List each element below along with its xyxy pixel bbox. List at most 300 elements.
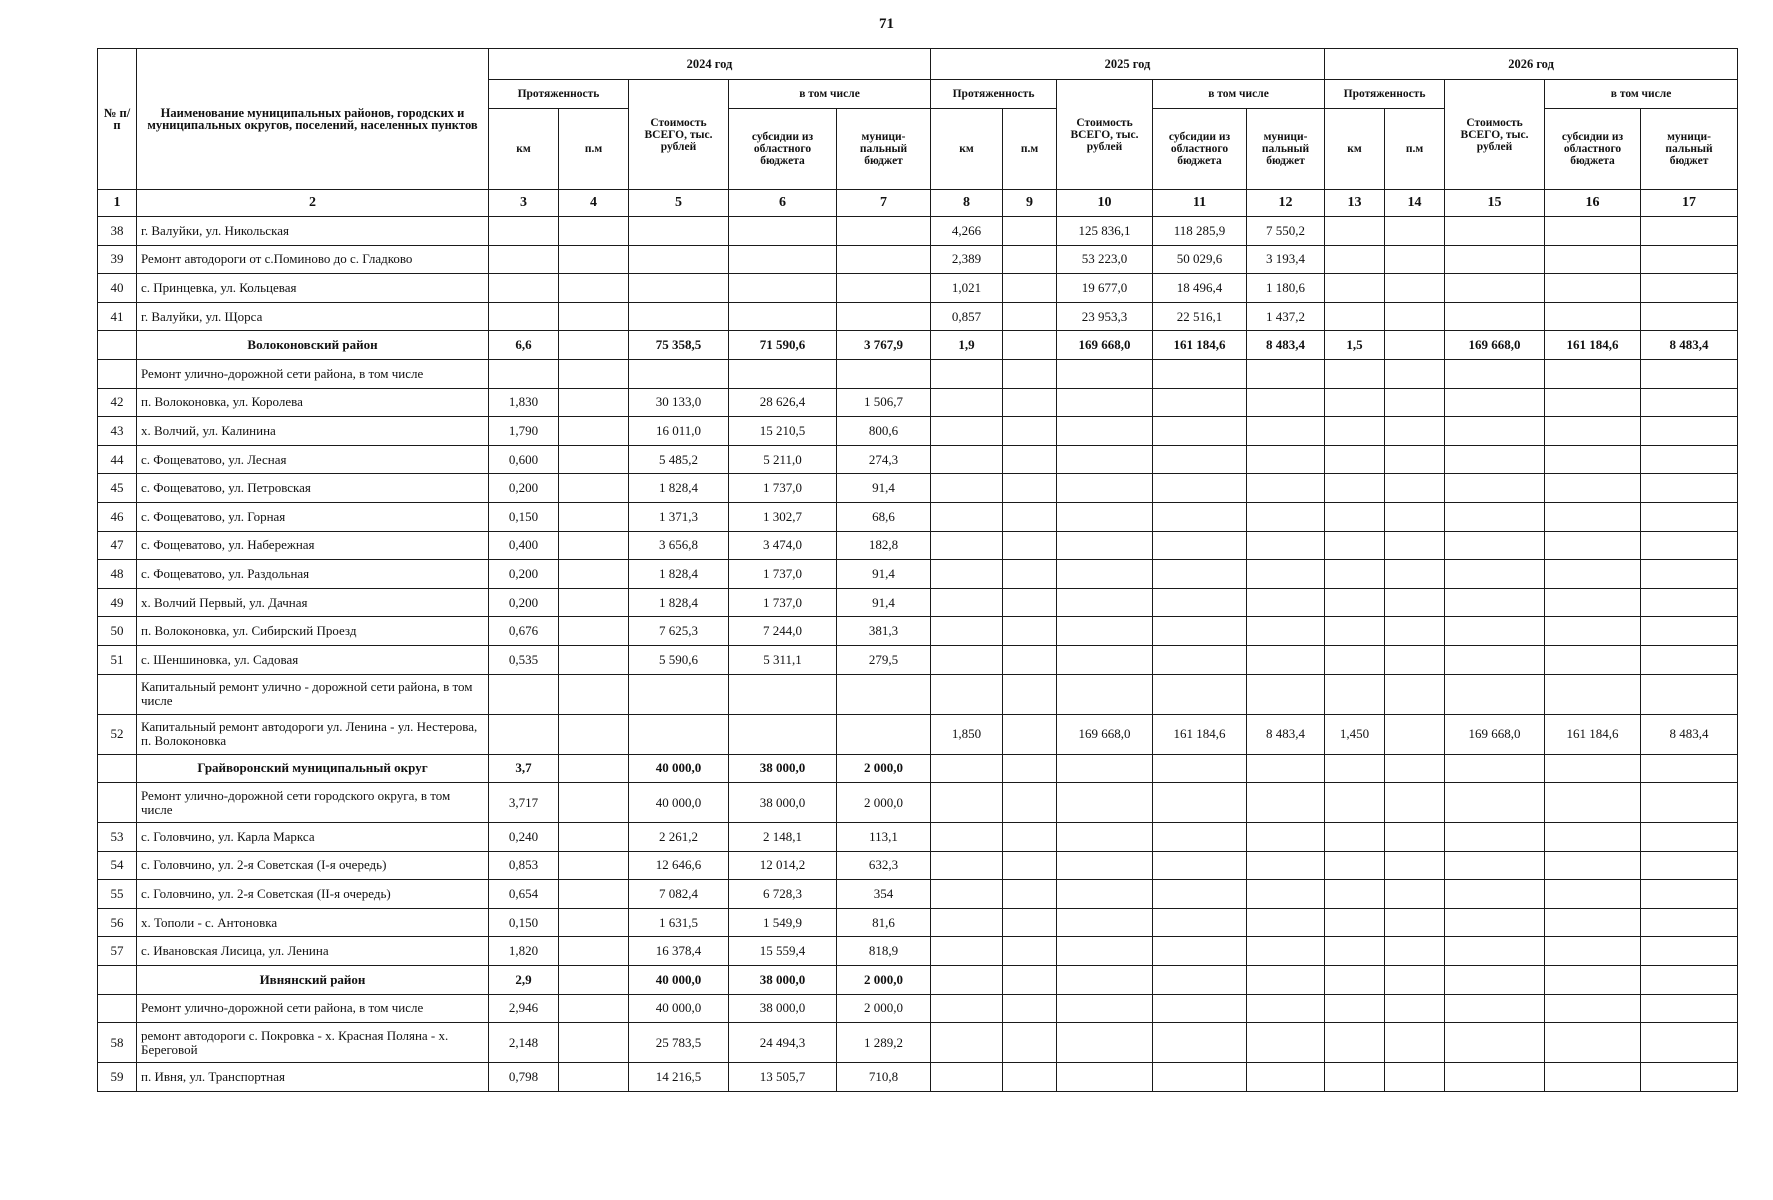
object-name: с. Головчино, ул. Карла Маркса [137, 823, 489, 852]
table-row [98, 617, 1738, 646]
value-cell: 2 000,0 [837, 754, 931, 783]
value-cell [729, 359, 837, 388]
row-number: 58 [98, 1023, 137, 1063]
row-number: 44 [98, 445, 137, 474]
value-cell: 8 483,4 [1641, 714, 1738, 754]
value-cell [559, 560, 629, 589]
value-cell [1153, 502, 1247, 531]
value-cell [931, 674, 1003, 714]
km-header: км [1325, 109, 1385, 190]
value-cell [1385, 966, 1445, 995]
value-cell [931, 445, 1003, 474]
table-row [98, 531, 1738, 560]
value-cell [1445, 937, 1545, 966]
value-cell [1641, 966, 1738, 995]
table-row-district-total [98, 754, 1738, 783]
value-cell [1247, 674, 1325, 714]
value-cell: 7 244,0 [729, 617, 837, 646]
value-cell [1445, 445, 1545, 474]
value-cell [489, 217, 559, 246]
value-cell [1003, 502, 1057, 531]
value-cell: 14 216,5 [629, 1063, 729, 1092]
value-cell [1545, 994, 1641, 1023]
value-cell [1153, 851, 1247, 880]
table-row [98, 560, 1738, 589]
value-cell: 1 737,0 [729, 560, 837, 589]
value-cell [1641, 560, 1738, 589]
value-cell: 0,240 [489, 823, 559, 852]
value-cell [1641, 851, 1738, 880]
value-cell [1325, 783, 1385, 823]
value-cell [1003, 588, 1057, 617]
value-cell: 38 000,0 [729, 754, 837, 783]
column-number: 15 [1445, 190, 1545, 217]
object-name: г. Валуйки, ул. Никольская [137, 217, 489, 246]
value-cell [559, 908, 629, 937]
value-cell [1445, 1023, 1545, 1063]
value-cell [559, 823, 629, 852]
value-cell [1325, 445, 1385, 474]
value-cell [1325, 245, 1385, 274]
value-cell [931, 908, 1003, 937]
value-cell [559, 937, 629, 966]
table-row-district-total [98, 966, 1738, 995]
value-cell [1057, 674, 1153, 714]
value-cell: 1 828,4 [629, 474, 729, 503]
object-name: Капитальный ремонт автодороги ул. Ленина - ул. Нестерова, п. Волоконовка [137, 714, 489, 754]
row-number: 42 [98, 388, 137, 417]
value-cell [1057, 645, 1153, 674]
value-cell [1445, 302, 1545, 331]
value-cell [1003, 645, 1057, 674]
cost-header: Стоимость ВСЕГО, тыс. рублей [629, 80, 729, 190]
row-number: 51 [98, 645, 137, 674]
value-cell [559, 388, 629, 417]
value-cell: 0,150 [489, 502, 559, 531]
value-cell [1057, 417, 1153, 446]
value-cell [559, 445, 629, 474]
value-cell [1545, 645, 1641, 674]
value-cell [1385, 1023, 1445, 1063]
value-cell: 0,654 [489, 880, 559, 909]
column-number: 8 [931, 190, 1003, 217]
column-numbers-row [98, 190, 1738, 217]
value-cell [931, 880, 1003, 909]
value-cell [1445, 908, 1545, 937]
value-cell: 1 302,7 [729, 502, 837, 531]
value-cell [1153, 474, 1247, 503]
row-number: 38 [98, 217, 137, 246]
value-cell [1003, 359, 1057, 388]
value-cell [1641, 474, 1738, 503]
value-cell [1385, 617, 1445, 646]
value-cell [1545, 502, 1641, 531]
table-row [98, 783, 1738, 823]
value-cell: 1,850 [931, 714, 1003, 754]
table-row [98, 1023, 1738, 1063]
value-cell [1003, 823, 1057, 852]
value-cell [1247, 783, 1325, 823]
value-cell [1545, 245, 1641, 274]
value-cell [1641, 783, 1738, 823]
year-header-2025: 2025 год [931, 49, 1325, 80]
value-cell [1545, 617, 1641, 646]
value-cell [1445, 502, 1545, 531]
value-cell [1247, 474, 1325, 503]
value-cell: 3 767,9 [837, 331, 931, 360]
row-number: 46 [98, 502, 137, 531]
value-cell [1247, 502, 1325, 531]
value-cell [1247, 359, 1325, 388]
row-number: 56 [98, 908, 137, 937]
value-cell [629, 274, 729, 303]
row-number: 54 [98, 851, 137, 880]
cost-header: Стоимость ВСЕГО, тыс. рублей [1445, 80, 1545, 190]
value-cell [559, 417, 629, 446]
value-cell [559, 1023, 629, 1063]
value-cell: 182,8 [837, 531, 931, 560]
value-cell [1385, 417, 1445, 446]
value-cell: 6 728,3 [729, 880, 837, 909]
value-cell [1545, 754, 1641, 783]
value-cell: 91,4 [837, 588, 931, 617]
value-cell [1545, 560, 1641, 589]
value-cell: 6,6 [489, 331, 559, 360]
value-cell [931, 588, 1003, 617]
value-cell [1641, 823, 1738, 852]
table-row [98, 302, 1738, 331]
value-cell: 1 289,2 [837, 1023, 931, 1063]
value-cell [1325, 502, 1385, 531]
value-cell [1247, 754, 1325, 783]
value-cell [1385, 474, 1445, 503]
value-cell [1325, 754, 1385, 783]
value-cell [1153, 754, 1247, 783]
value-cell [1445, 851, 1545, 880]
table-row [98, 674, 1738, 714]
value-cell [1445, 674, 1545, 714]
value-cell [629, 245, 729, 274]
column-number: 1 [98, 190, 137, 217]
value-cell [1153, 994, 1247, 1023]
value-cell [1247, 823, 1325, 852]
value-cell [931, 531, 1003, 560]
row-number [98, 331, 137, 360]
value-cell: 50 029,6 [1153, 245, 1247, 274]
value-cell: 40 000,0 [629, 994, 729, 1023]
value-cell [1641, 645, 1738, 674]
object-name: п. Ивня, ул. Транспортная [137, 1063, 489, 1092]
value-cell: 28 626,4 [729, 388, 837, 417]
row-number: 55 [98, 880, 137, 909]
value-cell [1545, 937, 1641, 966]
value-cell [1325, 1023, 1385, 1063]
value-cell [1247, 937, 1325, 966]
value-cell [1003, 1023, 1057, 1063]
value-cell [1445, 1063, 1545, 1092]
table-row [98, 823, 1738, 852]
value-cell [729, 302, 837, 331]
column-number: 2 [137, 190, 489, 217]
value-cell [1153, 531, 1247, 560]
value-cell: 2 000,0 [837, 783, 931, 823]
km-header: км [931, 109, 1003, 190]
value-cell [1247, 880, 1325, 909]
table-row [98, 217, 1738, 246]
row-number: 52 [98, 714, 137, 754]
object-name: с. Фощеватово, ул. Раздольная [137, 560, 489, 589]
value-cell: 1 737,0 [729, 474, 837, 503]
column-number: 6 [729, 190, 837, 217]
value-cell: 1 828,4 [629, 560, 729, 589]
value-cell [931, 1023, 1003, 1063]
value-cell: 40 000,0 [629, 966, 729, 995]
value-cell [1003, 274, 1057, 303]
length-header: Протяженность [931, 80, 1057, 109]
value-cell: 1 180,6 [1247, 274, 1325, 303]
value-cell [1445, 359, 1545, 388]
value-cell [1003, 966, 1057, 995]
value-cell [931, 851, 1003, 880]
value-cell [931, 474, 1003, 503]
value-cell: 7 625,3 [629, 617, 729, 646]
value-cell [1385, 445, 1445, 474]
value-cell [1003, 302, 1057, 331]
value-cell: 169 668,0 [1445, 714, 1545, 754]
value-cell [1003, 994, 1057, 1023]
value-cell [837, 217, 931, 246]
value-cell [1385, 217, 1445, 246]
value-cell: 2 000,0 [837, 994, 931, 1023]
value-cell [559, 994, 629, 1023]
value-cell [1057, 1023, 1153, 1063]
value-cell [1057, 823, 1153, 852]
value-cell [1247, 560, 1325, 589]
value-cell [489, 274, 559, 303]
value-cell [1247, 908, 1325, 937]
value-cell: 1 828,4 [629, 588, 729, 617]
value-cell: 118 285,9 [1153, 217, 1247, 246]
value-cell [489, 714, 559, 754]
value-cell [1325, 880, 1385, 909]
value-cell [1385, 754, 1445, 783]
value-cell [1153, 560, 1247, 589]
row-number: 50 [98, 617, 137, 646]
value-cell [1325, 417, 1385, 446]
row-number: 40 [98, 274, 137, 303]
row-number: 48 [98, 560, 137, 589]
object-name: с. Головчино, ул. 2-я Советская (II-я очередь) [137, 880, 489, 909]
value-cell: 5 485,2 [629, 445, 729, 474]
value-cell [559, 714, 629, 754]
value-cell: 8 483,4 [1247, 331, 1325, 360]
value-cell: 2,946 [489, 994, 559, 1023]
value-cell [1247, 617, 1325, 646]
value-cell: 1 371,3 [629, 502, 729, 531]
value-cell: 161 184,6 [1545, 714, 1641, 754]
value-cell [1445, 245, 1545, 274]
value-cell [1325, 588, 1385, 617]
value-cell [1445, 588, 1545, 617]
year-header-2024: 2024 год [489, 49, 931, 80]
value-cell: 25 783,5 [629, 1023, 729, 1063]
value-cell [1545, 388, 1641, 417]
value-cell [559, 645, 629, 674]
value-cell [1445, 560, 1545, 589]
object-name: п. Волоконовка, ул. Сибирский Проезд [137, 617, 489, 646]
value-cell: 8 483,4 [1247, 714, 1325, 754]
value-cell: 161 184,6 [1153, 714, 1247, 754]
value-cell [1153, 880, 1247, 909]
column-number: 9 [1003, 190, 1057, 217]
object-name: Капитальный ремонт улично - дорожной сети района, в том числе [137, 674, 489, 714]
value-cell: 274,3 [837, 445, 931, 474]
value-cell: 710,8 [837, 1063, 931, 1092]
value-cell [1445, 880, 1545, 909]
value-cell [489, 245, 559, 274]
value-cell [1153, 966, 1247, 995]
value-cell: 40 000,0 [629, 754, 729, 783]
column-number: 14 [1385, 190, 1445, 217]
value-cell [837, 714, 931, 754]
value-cell [1445, 217, 1545, 246]
subsidy-header: субсидии из областного бюджета [1153, 109, 1247, 190]
value-cell [1641, 588, 1738, 617]
object-name: ремонт автодороги с. Покровка - х. Красная Поляна - х. Береговой [137, 1023, 489, 1063]
value-cell [559, 359, 629, 388]
value-cell [729, 674, 837, 714]
value-cell [629, 217, 729, 246]
value-cell [559, 880, 629, 909]
value-cell [629, 714, 729, 754]
value-cell [559, 274, 629, 303]
value-cell: 1,021 [931, 274, 1003, 303]
value-cell [1545, 217, 1641, 246]
value-cell [1003, 331, 1057, 360]
value-cell: 1 737,0 [729, 588, 837, 617]
value-cell [559, 217, 629, 246]
object-name: Ремонт улично-дорожной сети района, в том числе [137, 994, 489, 1023]
value-cell [1057, 851, 1153, 880]
value-cell [1641, 502, 1738, 531]
value-cell [1445, 388, 1545, 417]
value-cell [729, 714, 837, 754]
value-cell [1641, 359, 1738, 388]
value-cell [1641, 617, 1738, 646]
table-row [98, 245, 1738, 274]
value-cell [1385, 937, 1445, 966]
value-cell [1325, 217, 1385, 246]
value-cell [1385, 531, 1445, 560]
value-cell [1385, 359, 1445, 388]
value-cell [1385, 1063, 1445, 1092]
value-cell [559, 783, 629, 823]
value-cell: 22 516,1 [1153, 302, 1247, 331]
object-name: Ремонт автодороги от с.Поминово до с. Гладково [137, 245, 489, 274]
value-cell [1385, 302, 1445, 331]
value-cell: 91,4 [837, 560, 931, 589]
value-cell [1641, 531, 1738, 560]
row-number [98, 994, 137, 1023]
value-cell [1003, 217, 1057, 246]
value-cell: 169 668,0 [1057, 714, 1153, 754]
column-number: 7 [837, 190, 931, 217]
incl-header: в том числе [1153, 80, 1325, 109]
value-cell: 1 506,7 [837, 388, 931, 417]
value-cell [1641, 274, 1738, 303]
value-cell: 279,5 [837, 645, 931, 674]
value-cell [1003, 417, 1057, 446]
row-number: 47 [98, 531, 137, 560]
value-cell [1545, 1063, 1641, 1092]
district-name: Волоконовский район [137, 331, 489, 360]
value-cell [1057, 388, 1153, 417]
length-header: Протяженность [489, 80, 629, 109]
object-name: Ремонт улично-дорожной сети городского округа, в том числе [137, 783, 489, 823]
value-cell: 38 000,0 [729, 966, 837, 995]
value-cell [1641, 388, 1738, 417]
value-cell [1545, 302, 1641, 331]
value-cell [1247, 445, 1325, 474]
value-cell: 169 668,0 [1445, 331, 1545, 360]
value-cell [1545, 531, 1641, 560]
object-name: х. Волчий Первый, ул. Дачная [137, 588, 489, 617]
value-cell: 1,790 [489, 417, 559, 446]
value-cell [1545, 674, 1641, 714]
value-cell [1641, 754, 1738, 783]
district-name: Ивнянский район [137, 966, 489, 995]
value-cell [1445, 754, 1545, 783]
column-number: 12 [1247, 190, 1325, 217]
value-cell: 0,200 [489, 474, 559, 503]
value-cell [1545, 417, 1641, 446]
object-name: г. Валуйки, ул. Щорса [137, 302, 489, 331]
object-name: с. Принцевка, ул. Кольцевая [137, 274, 489, 303]
value-cell [1153, 908, 1247, 937]
table-row [98, 1063, 1738, 1092]
row-number: 39 [98, 245, 137, 274]
value-cell [629, 359, 729, 388]
value-cell [1325, 274, 1385, 303]
value-cell [559, 851, 629, 880]
value-cell [1325, 359, 1385, 388]
value-cell [1003, 851, 1057, 880]
value-cell: 23 953,3 [1057, 302, 1153, 331]
value-cell [1057, 880, 1153, 909]
municipal-header: муници-пальный бюджет [1247, 109, 1325, 190]
value-cell [1325, 937, 1385, 966]
value-cell: 0,150 [489, 908, 559, 937]
value-cell [1385, 645, 1445, 674]
value-cell: 1 437,2 [1247, 302, 1325, 331]
value-cell [1003, 754, 1057, 783]
value-cell [1057, 560, 1153, 589]
table-row-district-total [98, 331, 1738, 360]
value-cell [931, 502, 1003, 531]
municipal-header: муници-пальный бюджет [1641, 109, 1738, 190]
value-cell: 5 590,6 [629, 645, 729, 674]
value-cell [1641, 1063, 1738, 1092]
value-cell [1445, 474, 1545, 503]
value-cell [837, 274, 931, 303]
value-cell: 2 148,1 [729, 823, 837, 852]
value-cell [1641, 245, 1738, 274]
value-cell [1247, 966, 1325, 995]
value-cell [1545, 1023, 1641, 1063]
value-cell [1445, 617, 1545, 646]
value-cell [1445, 783, 1545, 823]
row-number: 53 [98, 823, 137, 852]
